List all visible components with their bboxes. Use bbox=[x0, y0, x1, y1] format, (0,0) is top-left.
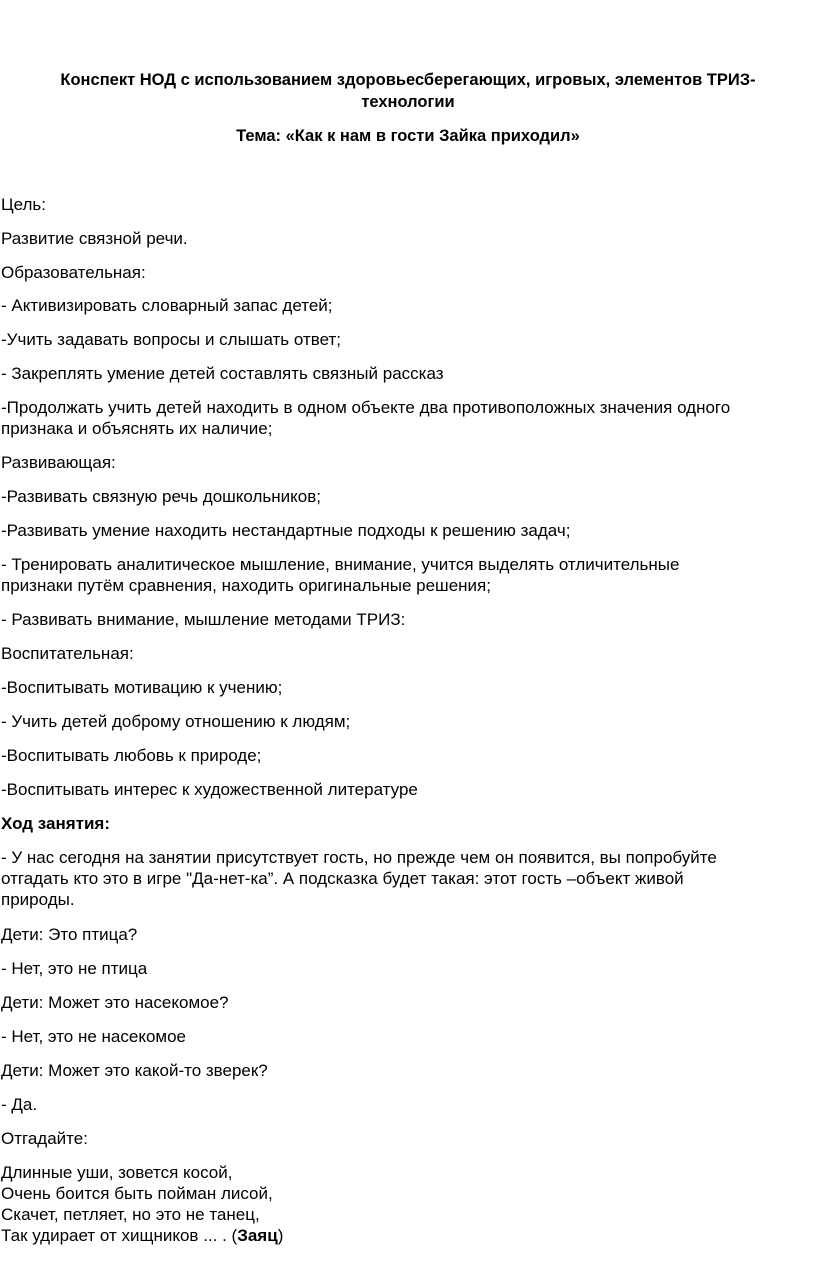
dialog-answer-line: - Нет, это не насекомое bbox=[1, 1027, 187, 1046]
developing-item: -Развивать умение находить нестандартные подходы к решению задач; bbox=[1, 521, 571, 540]
educational-label: Образовательная: bbox=[1, 263, 146, 282]
upbringing-item: - Учить детей доброму отношению к людям; bbox=[1, 712, 351, 731]
developing-item: - Развивать внимание, мышление методами ТРИЗ: bbox=[1, 610, 406, 629]
riddle-line bbox=[1, 1225, 813, 1246]
title-line-2: технологии bbox=[361, 93, 455, 111]
riddle-line: Длинные уши, зовется косой, bbox=[1, 1163, 233, 1182]
goal-label: Цель: bbox=[1, 195, 46, 214]
intro-paragraph-line: - У нас сегодня на занятии присутствует гость, но прежде чем он появится, вы попробуйте bbox=[1, 848, 717, 867]
upbringing-item: -Воспитывать интерес к художественной литературе bbox=[1, 780, 418, 799]
riddle-line-text: Так удирает от хищников ... . ( bbox=[1, 1226, 238, 1245]
educational-item: -Учить задавать вопросы и слышать ответ; bbox=[1, 330, 341, 349]
title-line-1: Конспект НОД с использованием здоровьесберегающих, игровых, элементов ТРИЗ- bbox=[60, 71, 756, 89]
developing-item-cont: признаки путём сравнения, находить оригинальные решения; bbox=[1, 576, 491, 595]
goal-text: Развитие связной речи. bbox=[1, 229, 188, 248]
developing-item: - Тренировать аналитическое мышление, внимание, учится выделять отличительные bbox=[1, 555, 680, 574]
dialog-children-line: Дети: Это птица? bbox=[1, 925, 138, 944]
lesson-heading: Ход занятия: bbox=[1, 814, 111, 833]
developing-item: -Развивать связную речь дошкольников; bbox=[1, 487, 322, 506]
dialog-children-line: Дети: Может это насекомое? bbox=[1, 993, 229, 1012]
educational-item-cont: признака и объяснять их наличие; bbox=[1, 419, 273, 438]
intro-paragraph-line: природы. bbox=[1, 890, 75, 909]
dialog-answer-line: - Да. bbox=[1, 1095, 38, 1114]
guess-prompt: Отгадайте: bbox=[1, 1129, 88, 1148]
topic-heading: Тема: «Как к нам в гости Зайка приходил» bbox=[236, 127, 580, 145]
developing-label: Развивающая: bbox=[1, 453, 116, 472]
riddle-answer: Заяц bbox=[237, 1226, 278, 1245]
educational-item: - Активизировать словарный запас детей; bbox=[1, 296, 333, 315]
educational-item: -Продолжать учить детей находить в одном объекте два противоположных значения одного bbox=[1, 398, 731, 417]
riddle-line: Скачет, петляет, но это не танец, bbox=[1, 1205, 260, 1224]
intro-paragraph-line: отгадать кто это в игре "Да-нет-ка”. А подсказка будет такая: этот гость –объект живой bbox=[1, 869, 684, 888]
upbringing-item: -Воспитывать любовь к природе; bbox=[1, 746, 262, 765]
upbringing-label: Воспитательная: bbox=[1, 644, 134, 663]
riddle-line: Очень боится быть пойман лисой, bbox=[1, 1184, 273, 1203]
educational-item: - Закреплять умение детей составлять связный рассказ bbox=[1, 364, 444, 383]
dialog-answer-line: - Нет, это не птица bbox=[1, 959, 148, 978]
upbringing-item: -Воспитывать мотивацию к учению; bbox=[1, 678, 283, 697]
riddle-line-close: ) bbox=[277, 1226, 284, 1245]
dialog-children-line: Дети: Может это какой-то зверек? bbox=[1, 1061, 268, 1080]
